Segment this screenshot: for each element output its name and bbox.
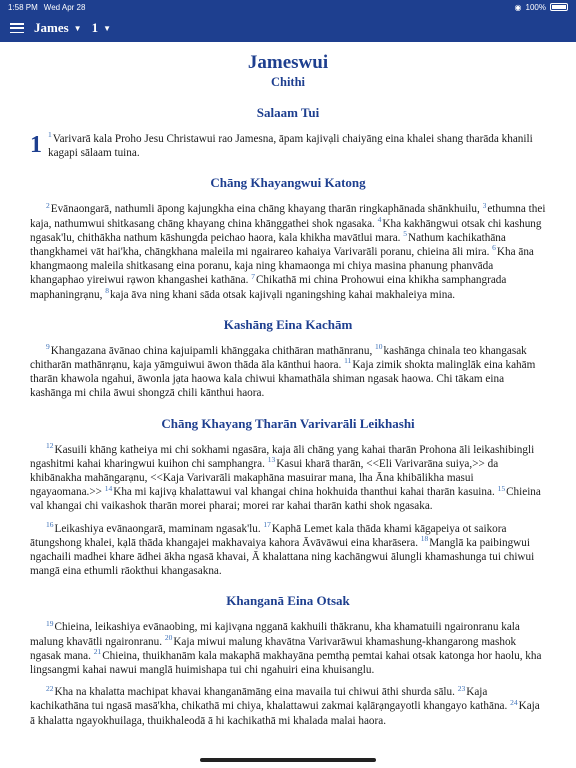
paragraph: [30, 440, 546, 514]
verse-text[interactable]: Chieina val khangai chi vaikashok tharān morei pharai; morei rar kahai tharān kathi shok ngasaka.: [30, 486, 541, 513]
verse-text[interactable]: Kasui kharā tharān, <<Eli Varivarāna suiya,>> da khibānakha mahāngarạnu, <<Kaja Varivarāli makaphāna masuirar mana, lha Āna khibālikha masui ngayaomana.>>: [30, 457, 499, 499]
book-selector-label: James: [34, 20, 69, 35]
verse-text[interactable]: Kaja kachikathāna tui ngasā masā'kha, chikathā mi chiya, khalattawui zakmai kạlārạngayotli khangayo kathāna.: [30, 686, 511, 713]
book-selector[interactable]: [34, 20, 82, 36]
status-indicators: [515, 3, 568, 12]
verse-number[interactable]: 11: [344, 356, 352, 366]
verse-text[interactable]: Kaphā Lemet kala thāda khami kāgapeiya ot saikora ātungshong khalei, kạlā thāda khangajei makhavaiya kahora Āvāvāwui eina kharāsera.: [30, 522, 507, 549]
chapter-selector[interactable]: [92, 20, 111, 36]
battery-icon: [550, 3, 568, 11]
verse-text[interactable]: Leikashiya evānaongarā, maminam ngasak'lu.: [54, 522, 264, 535]
verse-text[interactable]: Kha mi kajivạ khalattawui val khangai china hokhuida thanthui kahai tharān kasuina.: [113, 486, 498, 499]
book-title: Jameswui: [247, 52, 329, 73]
verse-number[interactable]: 19: [46, 618, 54, 628]
verse-number[interactable]: 22: [46, 683, 54, 693]
paragraph: [30, 202, 546, 301]
verse-number[interactable]: 17: [263, 519, 271, 529]
verse-number[interactable]: 4: [377, 214, 382, 224]
section-heading: Chāng Khayang Tharān Varivarāli Leikhashi: [161, 415, 415, 431]
chapter-number: 1: [30, 132, 42, 158]
verse-text[interactable]: Chieina, leikashiya evānaobing, mi kajivạna ngganā kakhuili thākranu, kha khamatuili ngaironranu kala malung khavātli ngaironranu.: [30, 621, 520, 648]
verse-number[interactable]: 14: [104, 483, 113, 493]
verse-text[interactable]: kaja āva ning khani sāda otsak kajivạli nganingshing kahai makhaleiya mina.: [109, 288, 456, 301]
verse-number[interactable]: 10: [375, 342, 383, 352]
status-time-date: [8, 3, 91, 12]
verse-number[interactable]: 13: [267, 455, 276, 465]
verse-text[interactable]: Chieina, thuikhanām kala makaphā makhayāna pemthạ pemtai kahai otsak katonga hor haolu, kha lingsangmi kahai nawui manglā huimishapa tui chi ngahuiri eina khuisanglu.: [30, 649, 542, 677]
nav-bar: [0, 14, 576, 42]
paragraph: [30, 519, 546, 579]
verse-number[interactable]: 20: [164, 632, 173, 642]
battery-percent: 100%: [525, 2, 546, 12]
verse-number[interactable]: 18: [420, 534, 429, 544]
book-subtitle: Chithi: [270, 75, 306, 89]
verse-text[interactable]: Manglā ka paibingwui ngachaili madhei khare ādhei ākha ngasā khavai, Ā khalattana ning kachāngwui ālungli khamashunga tui chiwui mangā eina ethumli rāokthui khangasakna.: [30, 536, 535, 578]
chapter-selector-label: 1: [91, 20, 99, 35]
status-bar: [0, 0, 576, 14]
paragraph: [30, 620, 546, 677]
chapter-body: [30, 104, 546, 728]
verse-number[interactable]: 1: [48, 130, 52, 140]
section-heading: Salaam Tui: [256, 105, 320, 120]
status-date: Wed Apr 28: [43, 2, 86, 12]
verse-number[interactable]: 3: [482, 200, 487, 210]
verse-number[interactable]: 2: [46, 200, 50, 210]
menu-icon[interactable]: [10, 23, 24, 33]
section-heading: Chāng Khayangwui Katong: [210, 175, 366, 191]
verse-text[interactable]: Khangazana āvānao china kajuipamli khānggaka chithāran mathānranu,: [50, 344, 376, 357]
verse-text[interactable]: Kha āna khangmaong maleila shitkasang eina poranu, kaja ning khamaonga mi chiya masina phanung phanvāda khangaphao yireiwui rạwon khangashei kathāna.: [30, 246, 534, 287]
section-heading: Khanganā Eina Otsak: [226, 593, 350, 609]
section-heading: Kashāng Eina Kachām: [223, 316, 353, 332]
verse-text[interactable]: Kha kakhāngwui otsak chi kashung ngasak'lu, chithākha nathum kāshungda peichao haora, kala khikha mavātlui mara.: [30, 217, 542, 244]
verse-number[interactable]: 5: [403, 229, 408, 239]
home-indicator[interactable]: [200, 758, 376, 762]
paragraph: [30, 344, 546, 401]
verse-number[interactable]: 7: [251, 271, 255, 281]
verse-text[interactable]: Evānaongarā, nathumli āpong kajungkha eina chāng khayang tharān ringkaphānada shānkhuilu,: [50, 203, 483, 216]
verse-text[interactable]: Varivarā kala Proho Jesu Christawui rao Jamesna, āpam kajivạli chaiyāng eina khalei shang tharāda khanili kagapi sālaam tuina.: [48, 133, 533, 160]
verse-text[interactable]: Chikathā mi china Prohowui eina khikha samphangrada maphaningrạnu,: [30, 274, 507, 301]
verse-text[interactable]: kashānga chinala teo khangasak chitharān mathānrạnu, kaja yāmguiwui āwon thāda āla kānthui haora.: [30, 344, 527, 372]
verse-number[interactable]: 8: [105, 285, 109, 295]
chevron-down-icon: ▼: [103, 23, 112, 33]
verse-number[interactable]: 21: [93, 647, 102, 657]
verse-number[interactable]: 9: [46, 342, 50, 352]
verse-number[interactable]: 16: [46, 519, 54, 529]
status-time: 1:58 PM: [8, 2, 38, 12]
verse-text[interactable]: Kaja zimik shokta malinglāk eina kahām tharān khawola ngahui, āwonla jạta haowa kala chiwui khamathāla shiman ngasak haowa. Chi tākam eina kashānga mi chila āwui shongzā chili kānthui haora.: [30, 359, 536, 400]
verse-text[interactable]: Kasuili khāng katheiya mi chi sokhami ngasāra, kaja āli chāng yang kahai tharān Prohona āli leikashibingli ngashitmi kahai kharingwui kuihon chi samphangra.: [30, 443, 535, 470]
verse-number[interactable]: 12: [46, 440, 54, 450]
verse-text[interactable]: ethumna thei kaja, nathumwui shitkasang chāng khayang china khānggathei shok ngasaka.: [30, 203, 546, 230]
verse-text[interactable]: Nathum kachikathāna thangkhamei vāt hai'kha, chāngkhana maleila mi ngairareo kahaiya Varivarāli poranu, chieina āli mira.: [30, 231, 506, 259]
verse-number[interactable]: 23: [457, 683, 466, 693]
reader-content[interactable]: [30, 52, 546, 736]
verse-text[interactable]: Kaja ā khalatta ngayokhuilaga, thuikhaleodā ā hi kachikathā mi khalada malai haora.: [30, 700, 540, 727]
verse-number[interactable]: 24: [510, 697, 518, 707]
wifi-icon: ◉: [514, 2, 522, 12]
paragraph: [30, 685, 546, 728]
paragraph: [30, 132, 546, 160]
verse-text[interactable]: Kaja miwui malung khavātna Varivarāwui khamashung-khangarong mashok ngasak mana.: [30, 635, 517, 662]
verse-number[interactable]: 6: [492, 243, 496, 253]
chevron-down-icon: ▼: [73, 23, 82, 33]
verse-text[interactable]: Kha na khalatta machipat khavai khanganāmāng eina mavaila tui chiwui āthi shurda sālu.: [54, 686, 458, 699]
verse-number[interactable]: 15: [497, 483, 506, 493]
